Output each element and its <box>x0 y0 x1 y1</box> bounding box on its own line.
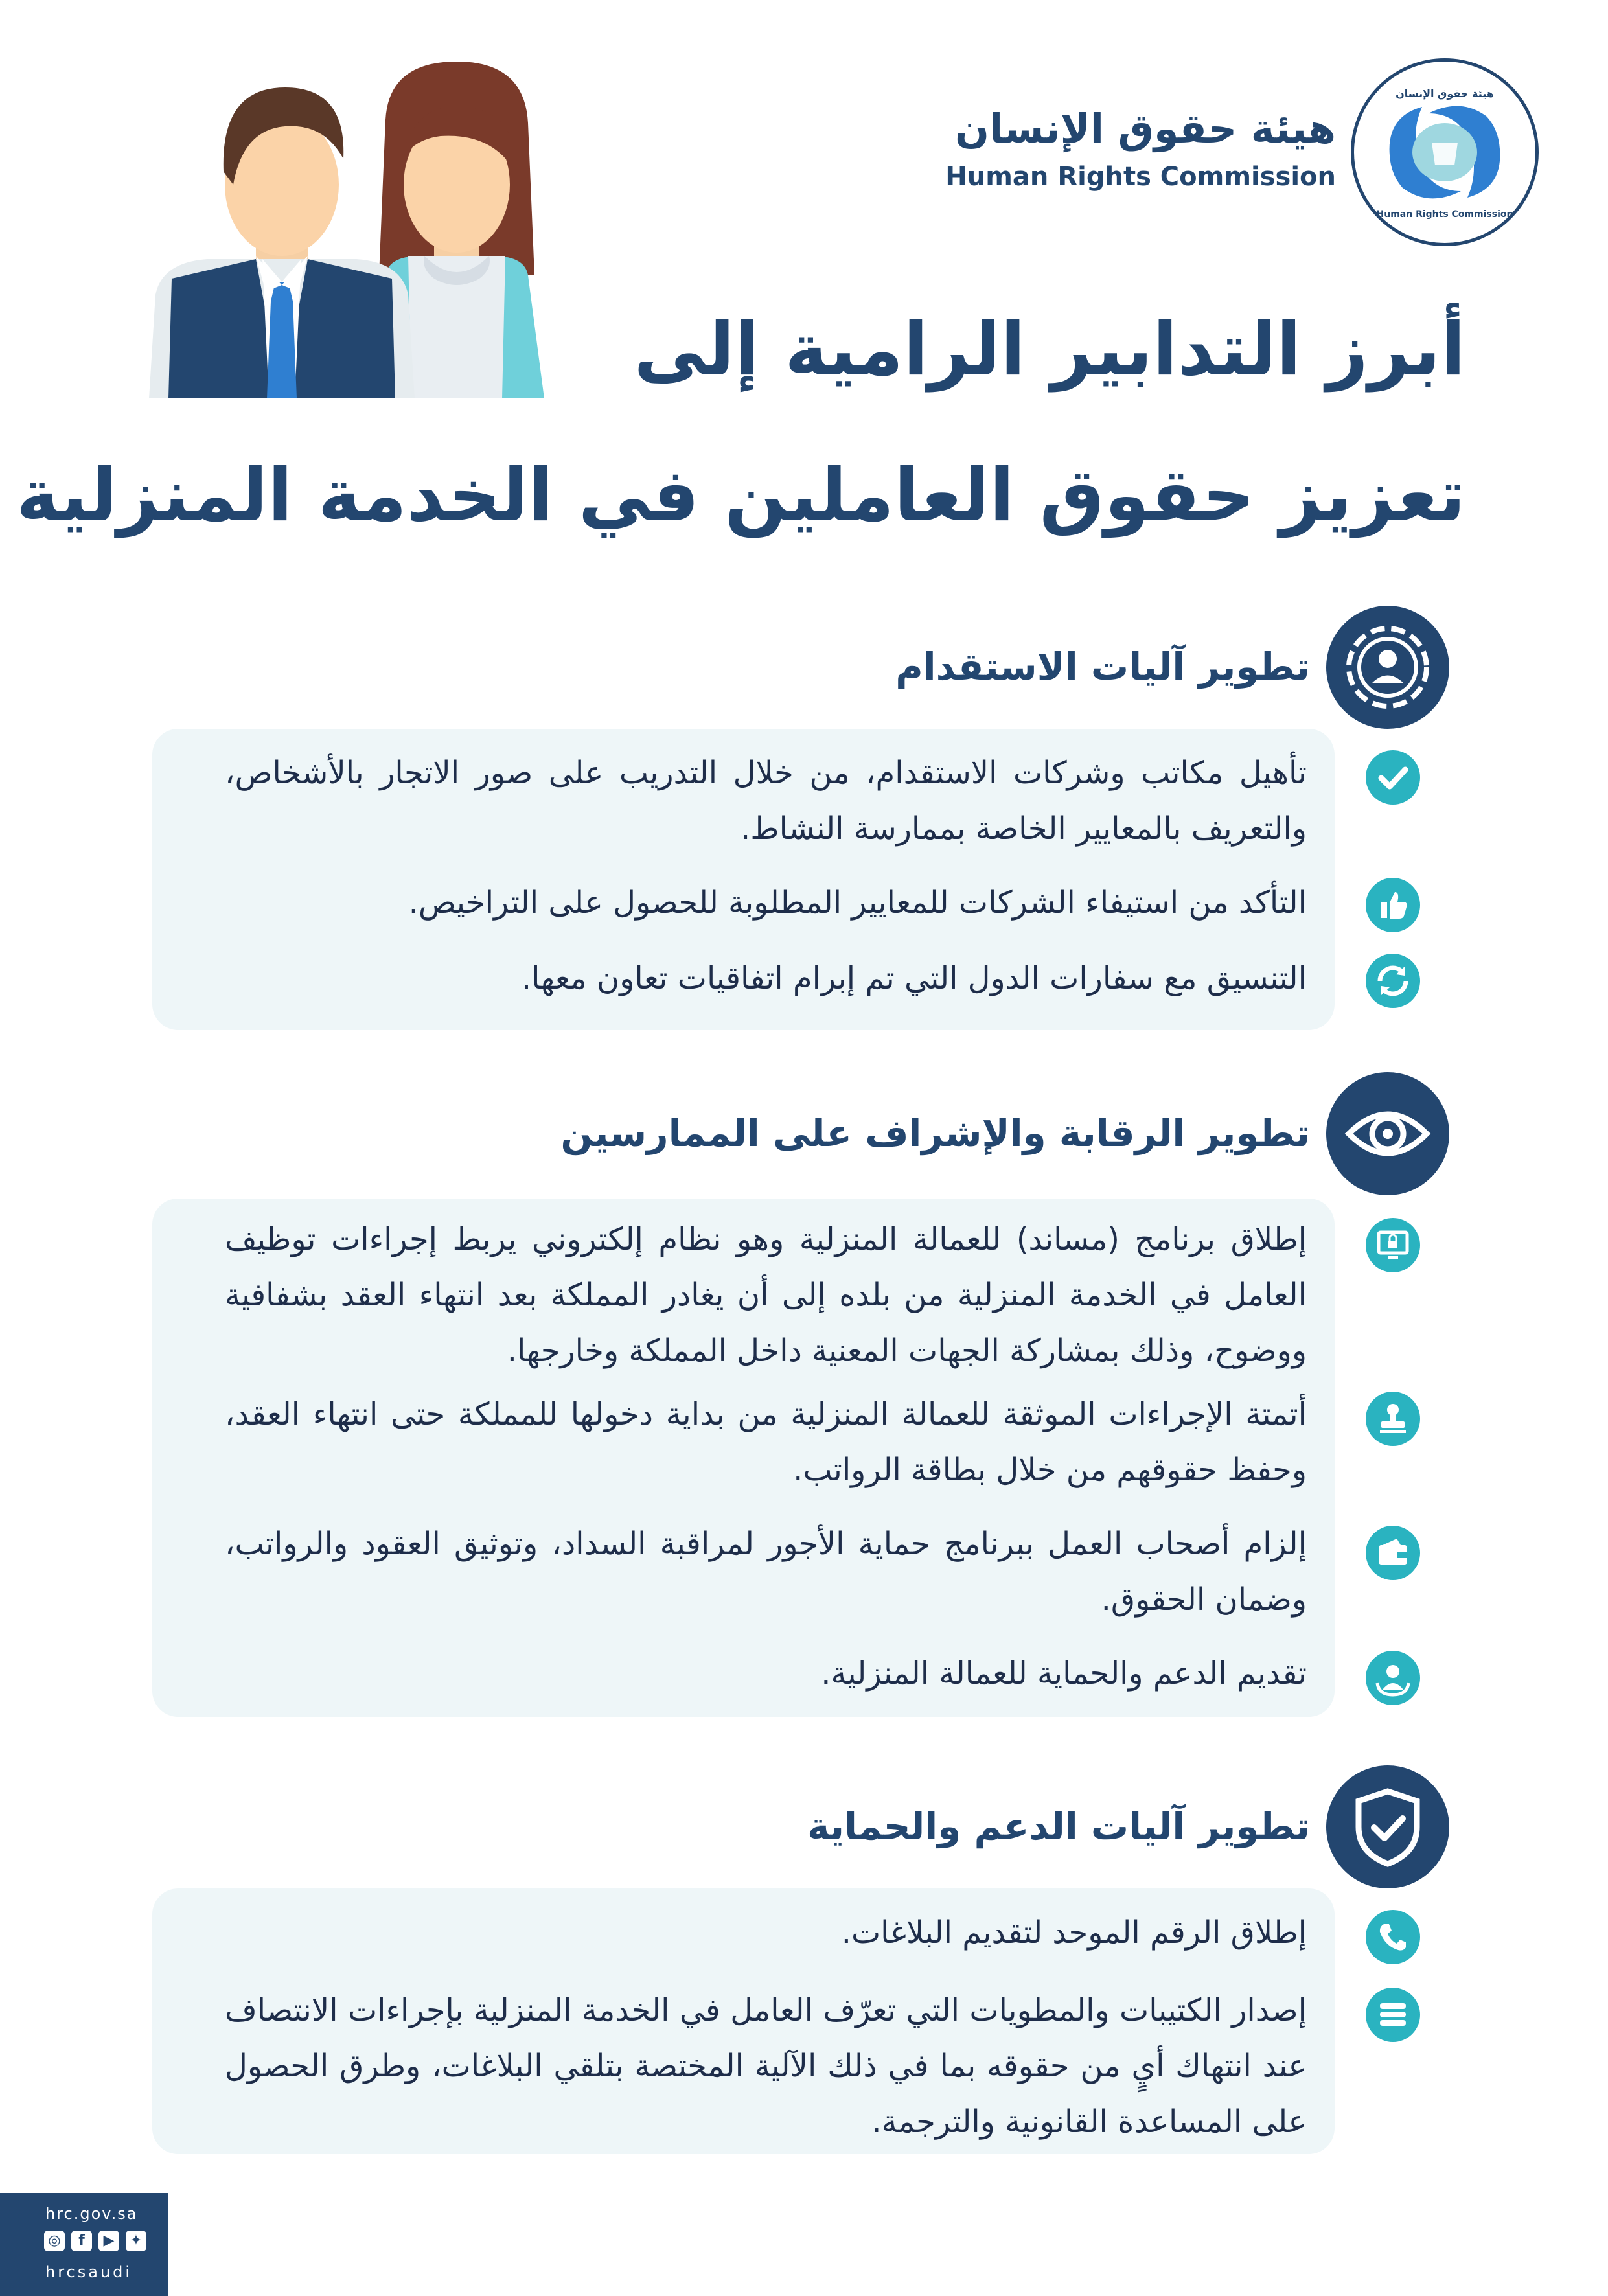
logo-ring-text-ar: هيئة حقوق الإنسان <box>1396 87 1494 100</box>
instagram-icon[interactable]: ◎ <box>44 2231 65 2251</box>
page-title-line2: تعزيز حقوق العاملين في الخدمة المنزلية <box>16 453 1465 538</box>
thumbs-up-icon <box>1366 878 1420 932</box>
booklets-icon <box>1366 1988 1420 2042</box>
gear-person-icon <box>1326 606 1449 729</box>
logo-ring-text-en: Human Rights Commission <box>1376 209 1513 220</box>
list-item: إطلاق الرقم الموحد لتقديم البلاغات. <box>841 1914 1307 1951</box>
man-figure <box>149 87 415 398</box>
wallet-icon <box>1366 1526 1420 1580</box>
list-item: تأهيل مكاتب وشركات الاستقدام، من خلال التدريب على صور الاتجار بالأشخاص، والتعريف بالمعايير الخاصة بممارسة النشاط. <box>225 755 1307 847</box>
shield-check-icon <box>1326 1765 1449 1888</box>
section-title-support: تطوير آليات الدعم والحماية <box>807 1804 1310 1848</box>
list-item: إصدار الكتيبات والمطويات التي تعرّف العامل في الخدمة المنزلية بإجراءات الانتصاف عند انتهاك أيٍ من حقوقه بما في ذلك الآلية المختصة بتلقي البلاغات، وطرق الحصول على المساعدة القانونية والترجمة. <box>225 1992 1307 2140</box>
list-item: التأكد من استيفاء الشركات للمعايير المطلوبة للحصول على التراخيص. <box>408 884 1307 921</box>
page-title-line1: أبرز التدابير الرامية إلى <box>634 308 1465 392</box>
monitor-lock-icon <box>1366 1218 1420 1272</box>
footer-badge <box>0 2193 168 2296</box>
list-item: إطلاق برنامج (مساند) للعمالة المنزلية وهو نظام إلكتروني يربط إجراءات توظيف العامل في الخدمة المنزلية من بلده إلى أن يغادر المملكة بعد انتهاء العقد بشفافية ووضوح، وذلك بمشاركة الجهات المعنية داخل المملكة وخارجها. <box>225 1221 1307 1369</box>
workers-illustration <box>130 62 622 398</box>
list-item: إلزام أصحاب العمل ببرنامج حماية الأجور لمراقبة السداد، وتوثيق العقود والرواتب، وضمان الحقوق. <box>225 1526 1307 1618</box>
hrc-logo-emblem <box>1370 78 1519 227</box>
org-name-en: Human Rights Commission <box>945 162 1336 192</box>
section-title-monitoring: تطوير الرقابة والإشراف على الممارسين <box>560 1111 1310 1155</box>
eye-icon <box>1326 1072 1449 1195</box>
facebook-icon[interactable]: f <box>71 2231 92 2251</box>
support-person-icon <box>1366 1651 1420 1705</box>
stamp-icon <box>1366 1392 1420 1446</box>
footer-website[interactable]: hrc.gov.sa <box>45 2205 138 2223</box>
list-item: التنسيق مع سفارات الدول التي تم إبرام اتفاقيات تعاون معها. <box>521 960 1307 996</box>
footer-handle[interactable]: hrcsaudi <box>45 2263 133 2281</box>
phone-icon <box>1366 1910 1420 1964</box>
org-name-ar: هيئة حقوق الإنسان <box>955 105 1336 152</box>
cycle-arrows-icon <box>1366 954 1420 1008</box>
youtube-icon[interactable]: ▶ <box>98 2231 119 2251</box>
section-title-recruitment: تطوير آليات الاستقدام <box>895 645 1310 689</box>
check-circle-icon <box>1366 750 1420 805</box>
list-item: أتمتة الإجراءات الموثقة للعمالة المنزلية من بداية دخولها للمملكة حتى انتهاء العقد، وحفظ حقوقهم من خلال بطاقة الرواتب. <box>225 1396 1307 1488</box>
twitter-icon[interactable]: ✦ <box>126 2231 146 2251</box>
list-item: تقديم الدعم والحماية للعمالة المنزلية. <box>821 1655 1307 1692</box>
